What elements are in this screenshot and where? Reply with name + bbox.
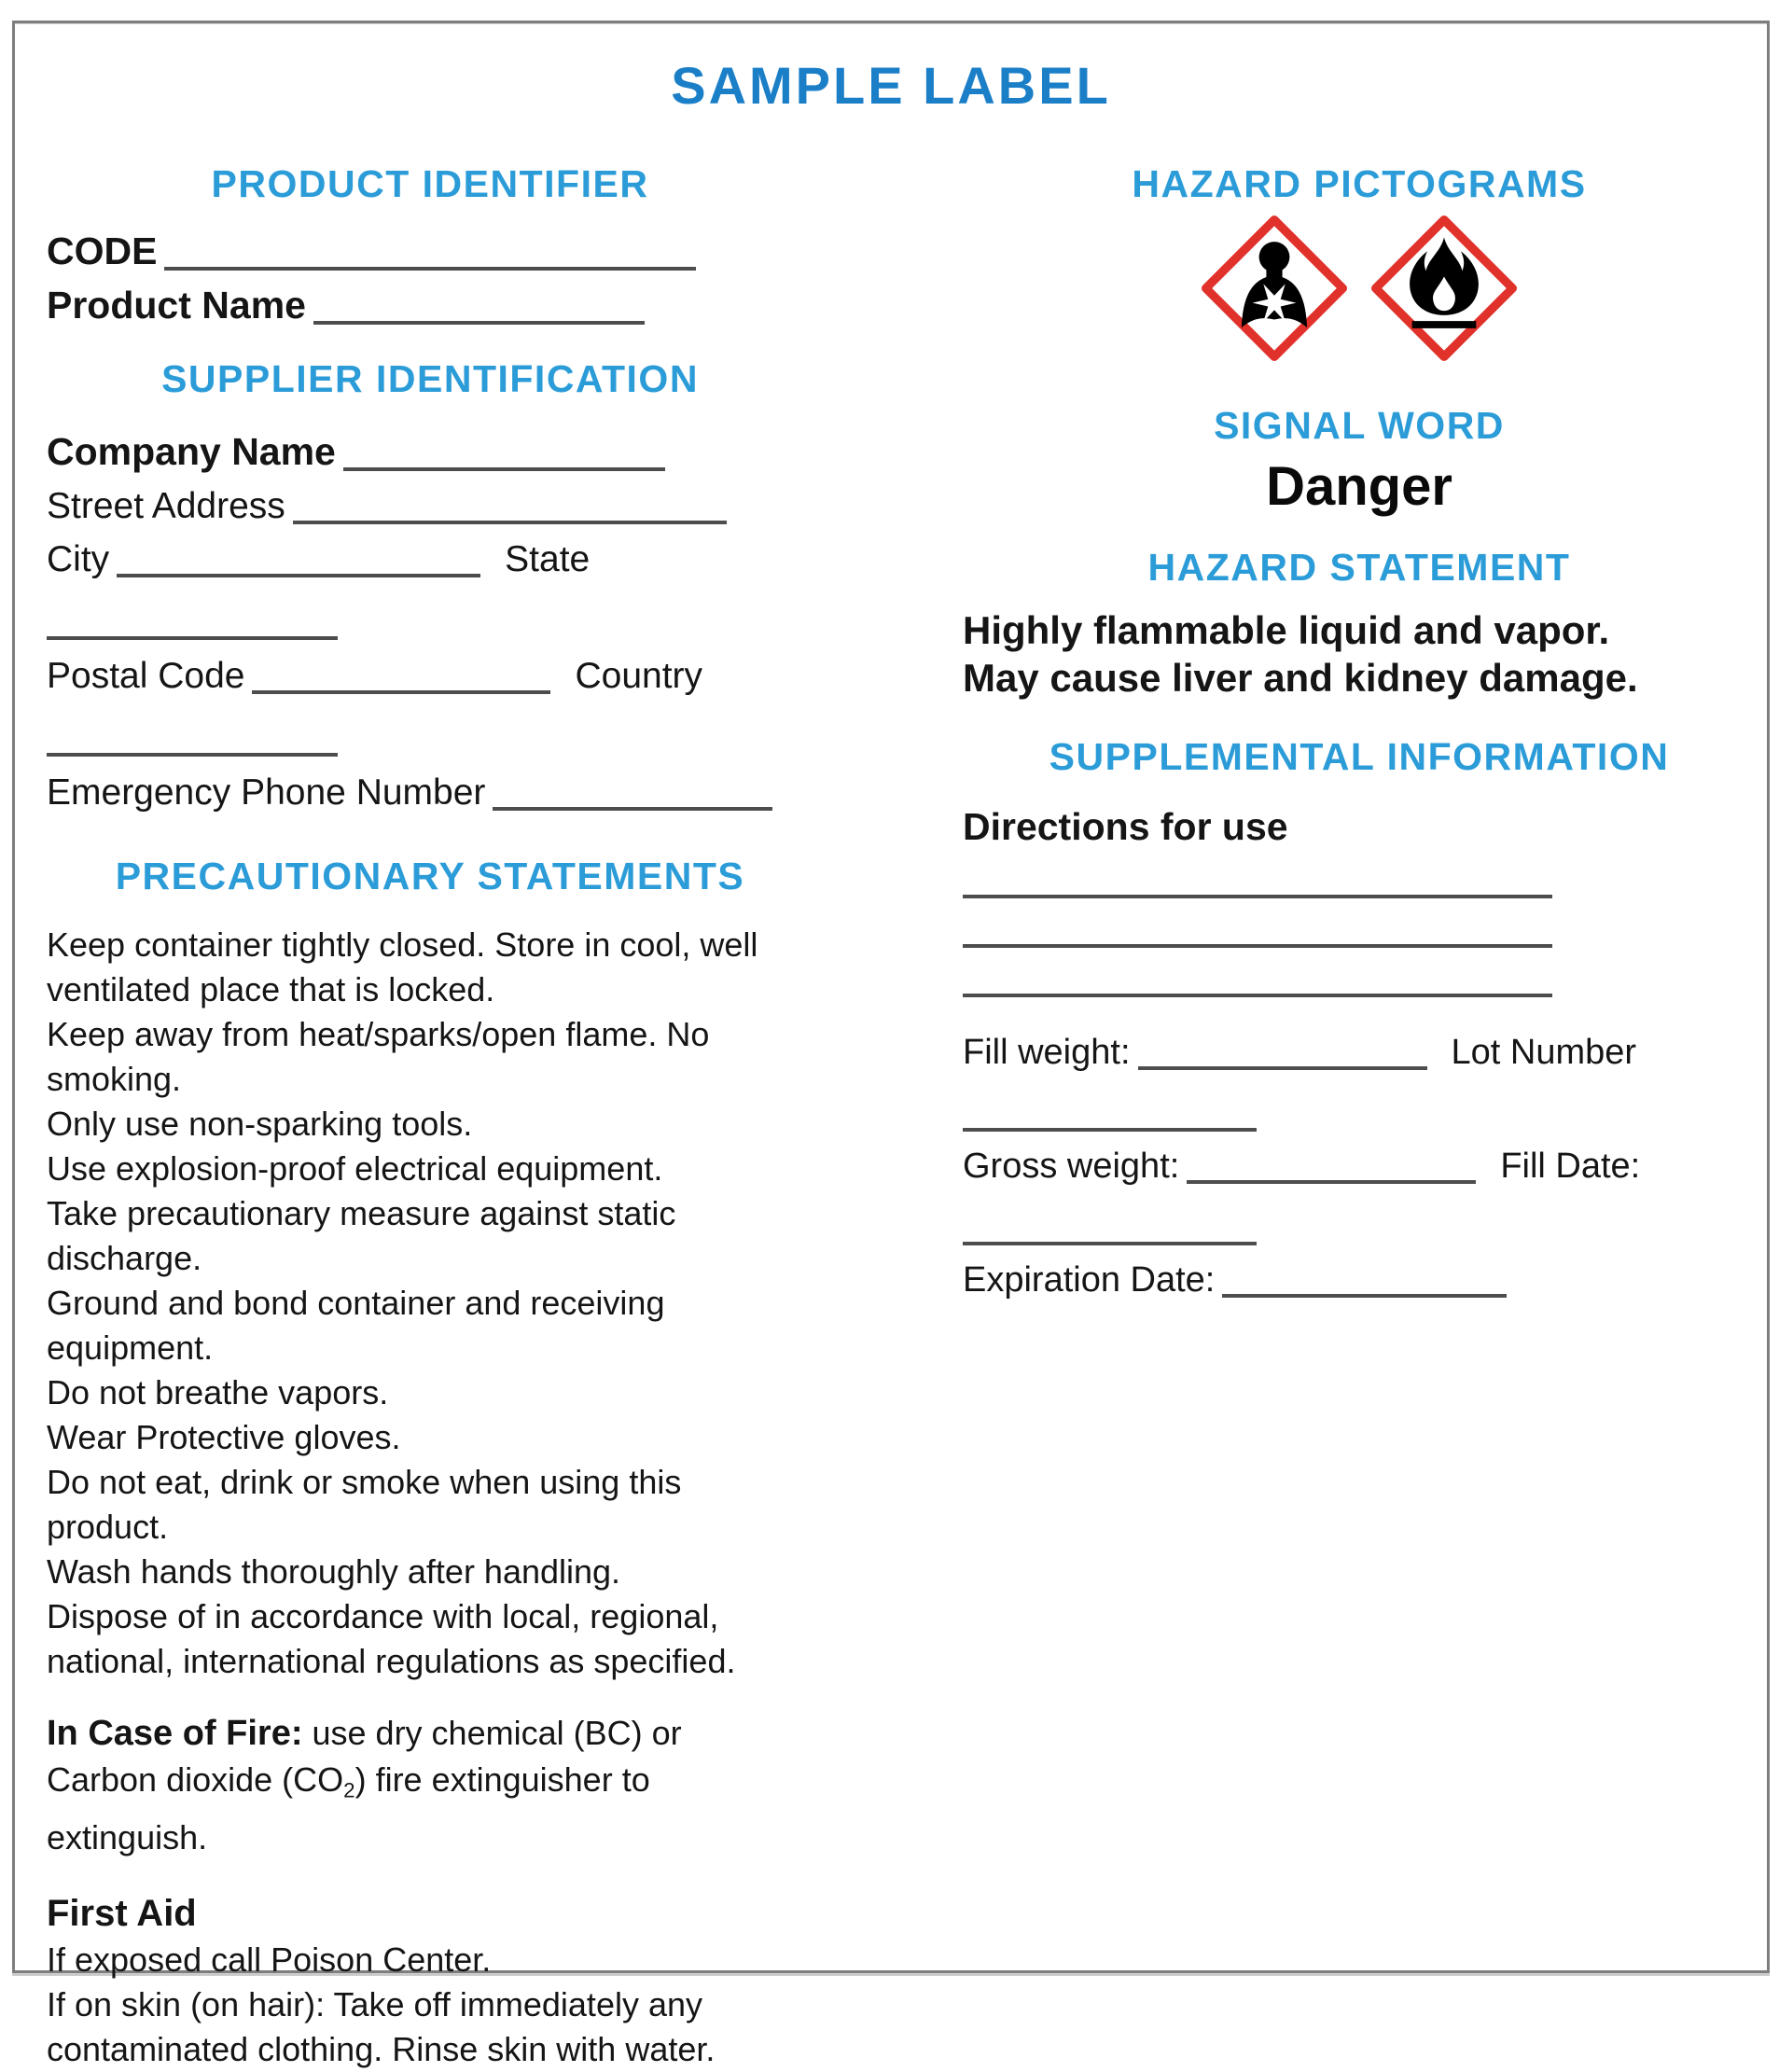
product-identifier-heading: PRODUCT IDENTIFIER [211, 162, 649, 205]
first-aid-instruction: If on skin (on hair): Take off immediately any contaminated clothing. Rinse skin with water. [47, 1984, 716, 2068]
two-column-layout [15, 162, 1767, 2072]
country-blank-row [47, 723, 813, 760]
health-hazard-icon [1202, 216, 1347, 361]
code-label: CODE [47, 229, 158, 272]
fill-date-blank-row [963, 1212, 1756, 1249]
lot-number-blank-row [963, 1098, 1756, 1135]
city-blank [117, 544, 480, 577]
lot-number-label: Lot Number [1451, 1033, 1637, 1072]
co2-subscript: 2 [343, 1778, 355, 1802]
emergency-phone-field-row [47, 766, 813, 819]
fill-weight-row [963, 1027, 1756, 1078]
street-address-label: Street Address [47, 486, 285, 526]
state-blank [47, 606, 338, 640]
street-address-blank [293, 491, 727, 524]
in-case-of-fire-paragraph [47, 1710, 793, 1861]
postal-code-blank [252, 661, 550, 694]
precautionary-statement: Dispose of in accordance with local, regional, national, international regulations as specified. [47, 1597, 736, 1680]
postal-code-label: Postal Code [47, 656, 245, 696]
hazard-statement: Highly flammable liquid and vapor. [963, 608, 1610, 652]
hazard-pictograms-heading: HAZARD PICTOGRAMS [1132, 162, 1587, 205]
precautionary-statement: Wash hands thoroughly after handling. [47, 1552, 621, 1591]
lot-number-blank [963, 1098, 1257, 1132]
gross-weight-label: Gross weight: [963, 1147, 1180, 1186]
precautionary-statements-heading: PRECAUTIONARY STATEMENTS [115, 855, 745, 897]
signal-word-heading: SIGNAL WORD [1214, 404, 1505, 447]
fill-date-label: Fill Date: [1500, 1147, 1641, 1186]
hazard-statement-lines [963, 606, 1756, 702]
precautionary-statements-list [47, 923, 793, 1684]
postal-country-field-row [47, 649, 813, 702]
code-blank [164, 237, 696, 271]
directions-for-use-label: Directions for use [963, 805, 1288, 848]
label-document [12, 21, 1770, 2068]
precautionary-statement: Keep container tightly closed. Store in cool, well ventilated place that is locked. [47, 925, 758, 1008]
supplier-identification-heading: SUPPLIER IDENTIFICATION [161, 357, 699, 400]
precautionary-statement: Keep away from heat/sparks/open flame. No smoking. [47, 1015, 710, 1098]
company-name-field-row [47, 425, 813, 480]
supplemental-information-heading: SUPPLEMENTAL INFORMATION [1049, 735, 1670, 778]
product-name-field-row [47, 279, 813, 333]
hazard-statement: May cause liver and kidney damage. [963, 656, 1638, 700]
precautionary-statement: Take precautionary measure against static discharge. [47, 1194, 676, 1277]
fill-date-blank [963, 1212, 1257, 1245]
directions-blank-line [963, 944, 1552, 948]
company-name-label: Company Name [47, 430, 336, 473]
gross-weight-row [963, 1141, 1756, 1191]
expiration-date-row [963, 1255, 1756, 1305]
hazard-statement-heading: HAZARD STATEMENT [1147, 546, 1571, 589]
fill-weight-label: Fill weight: [963, 1033, 1131, 1072]
city-label: City [47, 539, 110, 579]
fire-instructions-text: use dry chemical (BC) or Carbon dioxide (CO [47, 1714, 682, 1799]
flame-icon [1371, 216, 1517, 361]
emergency-phone-blank [493, 777, 772, 811]
code-field-row [47, 225, 813, 279]
first-aid-instruction: If exposed call Poison Center. [47, 1940, 492, 1979]
emergency-phone-label: Emergency Phone Number [47, 772, 486, 813]
gross-weight-blank [1187, 1150, 1476, 1184]
city-state-field-row [47, 533, 813, 586]
product-name-label: Product Name [47, 284, 306, 327]
directions-blank-line [963, 994, 1552, 997]
precautionary-statement: Wear Protective gloves. [47, 1418, 401, 1456]
first-aid-lines [47, 1938, 793, 2072]
expiration-date-label: Expiration Date: [963, 1260, 1216, 1300]
left-column [47, 162, 813, 2072]
product-name-blank [313, 291, 645, 325]
precautionary-statement: Ground and bond container and receiving equipment. [47, 1284, 665, 1367]
right-column [963, 162, 1756, 2072]
state-blank-row [47, 606, 813, 644]
country-blank [47, 723, 338, 757]
fire-instructions-text-end: ) fire extinguisher to extinguish. [47, 1760, 650, 1856]
street-address-field-row [47, 480, 813, 533]
directions-blank-line [963, 895, 1552, 898]
precautionary-statement: Only use non-sparking tools. [47, 1105, 473, 1143]
precautionary-statement: Do not eat, drink or smoke when using this product. [47, 1463, 682, 1546]
company-name-blank [343, 438, 665, 471]
signal-word-value: Danger [1266, 456, 1452, 517]
first-aid-heading: First Aid [47, 1892, 197, 1934]
fill-weight-blank [1138, 1036, 1427, 1070]
first-aid-section [47, 1889, 793, 2072]
precautionary-statement: Do not breathe vapors. [47, 1373, 389, 1411]
precautionary-statement: Use explosion-proof electrical equipment. [47, 1149, 663, 1188]
state-label: State [505, 539, 591, 579]
expiration-date-blank [1222, 1264, 1507, 1298]
in-case-of-fire-label: In Case of Fire: [47, 1714, 303, 1753]
pictogram-row [963, 216, 1756, 361]
country-label: Country [575, 656, 703, 696]
page-title: SAMPLE LABEL [671, 56, 1111, 115]
